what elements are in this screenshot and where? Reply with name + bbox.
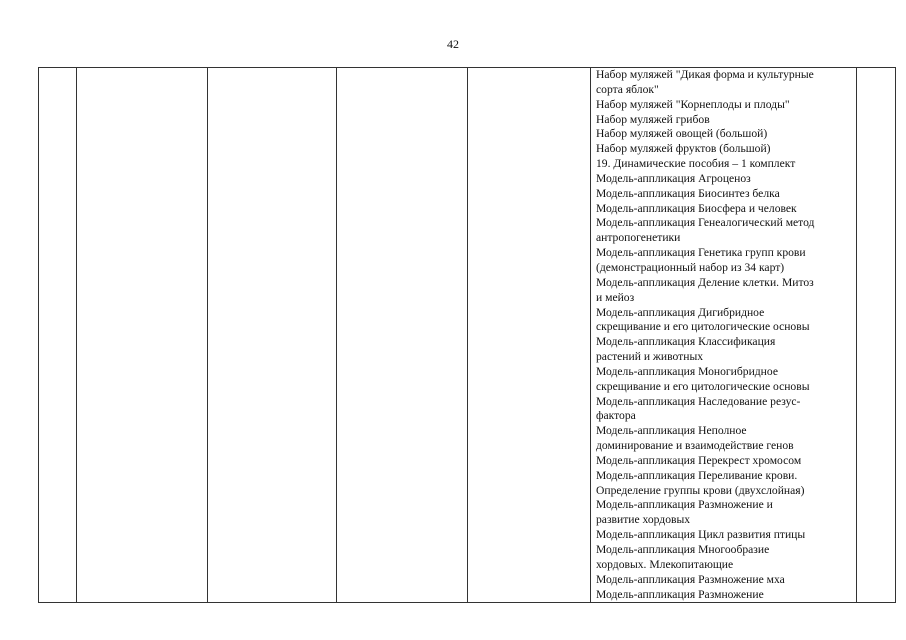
table-cell-4	[337, 68, 468, 603]
equipment-line: скрещивание и его цитологические основы	[596, 379, 810, 393]
equipment-line: Модель-аппликация Агроценоз	[596, 171, 751, 185]
equipment-line: Модель-аппликация Переливание крови.	[596, 468, 798, 482]
table-cell-equipment	[591, 68, 857, 603]
equipment-line: хордовых. Млекопитающие	[596, 557, 734, 571]
equipment-line: Модель-аппликация Перекрест хромосом	[596, 453, 802, 467]
equipment-line: фактора	[596, 409, 636, 423]
equipment-line: Модель-аппликация Многообразие	[596, 543, 770, 556]
equipment-line: Модель-аппликация Биосинтез белка	[596, 186, 780, 200]
equipment-line: Модель-аппликация Размножение	[596, 587, 764, 601]
equipment-line: Набор муляжей овощей (большой)	[596, 127, 768, 141]
equipment-line: Модель-аппликация Генетика групп крови	[596, 246, 806, 260]
equipment-line: 19. Динамические пособия – 1 комплект	[596, 157, 796, 171]
equipment-line: Модель-аппликация Генеалогический метод	[596, 216, 815, 230]
table-row	[39, 68, 896, 603]
equipment-line: Модель-аппликация Деление клетки. Митоз	[596, 275, 814, 289]
equipment-line: Набор муляжей грибов	[596, 112, 710, 126]
equipment-line: Модель-аппликация Классификация	[596, 335, 776, 349]
equipment-line: Модель-аппликация Размножение и	[596, 498, 773, 512]
equipment-line: Модель-аппликация Дигибридное	[596, 305, 765, 319]
equipment-line: Набор муляжей "Дикая форма и культурные	[596, 68, 814, 81]
equipment-line: доминирование и взаимодействие генов	[596, 439, 794, 453]
equipment-list	[596, 68, 856, 602]
equipment-line: Модель-аппликация Размножение мха	[596, 572, 785, 586]
table-cell-7	[857, 68, 896, 603]
table-cell-3	[208, 68, 337, 603]
equipment-line: растений и животных	[596, 350, 704, 364]
equipment-line: Набор муляжей "Корнеплоды и плоды"	[596, 97, 790, 111]
equipment-line: Модель-аппликация Биосфера и человек	[596, 201, 797, 215]
equipment-table	[38, 67, 896, 603]
equipment-line: (демонстрационный набор из 34 карт)	[596, 260, 785, 274]
equipment-line: Модель-аппликация Моногибридное	[596, 364, 778, 378]
equipment-line: Модель-аппликация Цикл развития птицы	[596, 528, 806, 542]
table-cell-number	[39, 68, 77, 603]
equipment-line: сорта яблок"	[596, 82, 659, 96]
equipment-line: антропогенетики	[596, 231, 681, 245]
page-number: 42	[447, 37, 459, 51]
equipment-line: Набор муляжей фруктов (большой)	[596, 142, 771, 156]
table-cell-2	[77, 68, 208, 603]
table-cell-5	[468, 68, 591, 603]
equipment-line: и мейоз	[596, 290, 635, 304]
equipment-line: развитие хордовых	[596, 513, 691, 527]
equipment-line: Модель-аппликация Наследование резус-	[596, 394, 801, 408]
equipment-line: Определение группы крови (двухслойная)	[596, 483, 805, 497]
equipment-line: скрещивание и его цитологические основы	[596, 320, 810, 334]
equipment-line: Модель-аппликация Неполное	[596, 424, 747, 438]
